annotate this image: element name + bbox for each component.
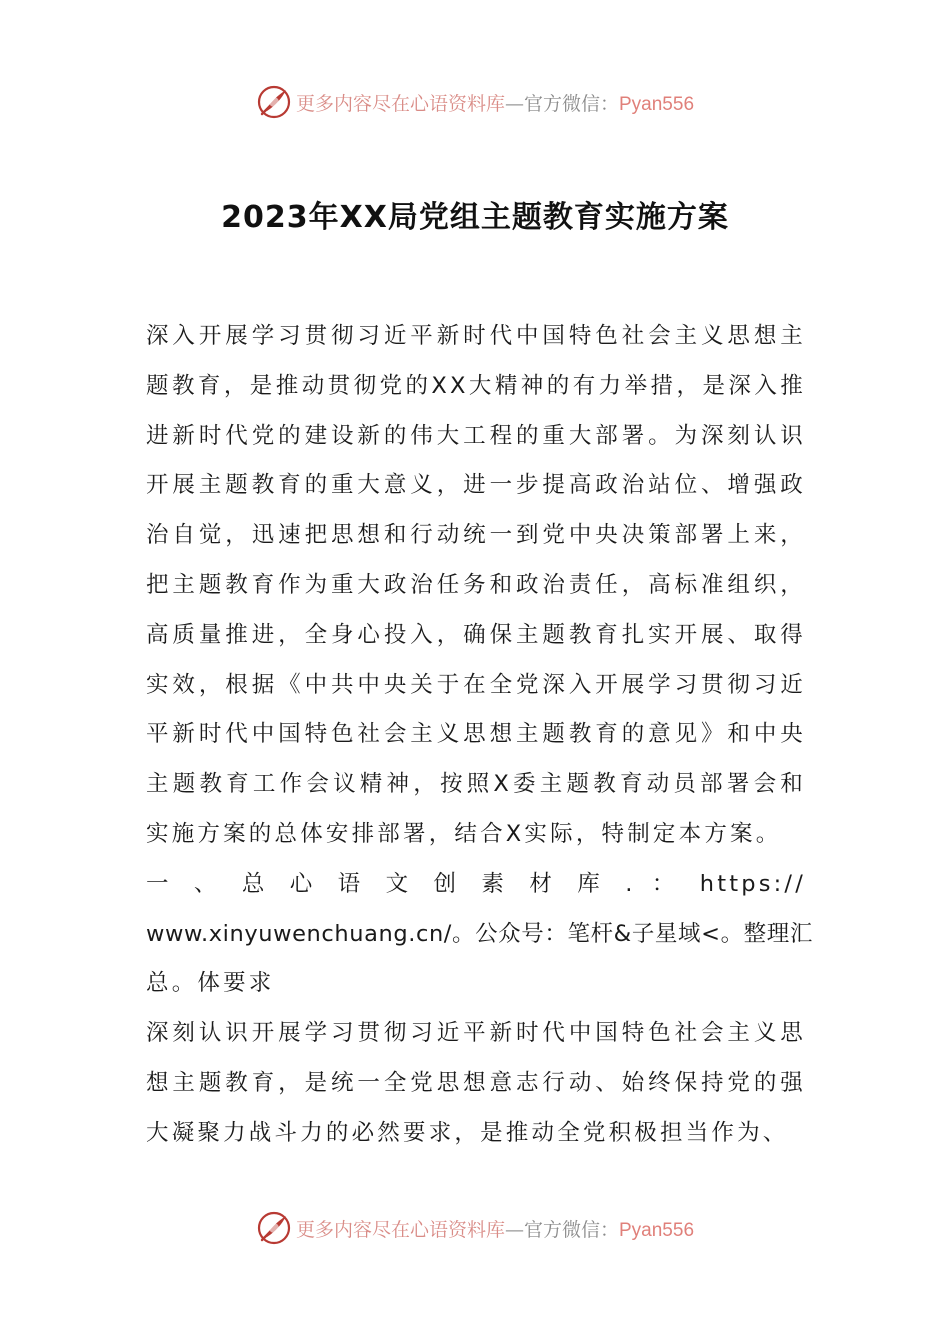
watermark-promo: 更多内容尽在心语资料库 [295, 1218, 505, 1241]
watermark-promo: 更多内容尽在心语资料库 [295, 92, 505, 115]
watermark-text [296, 1215, 694, 1242]
paragraph-intro: 深入开展学习贯彻习近平新时代中国特色社会主义思想主题教育，是推动贯彻党的XX大精神的有力举措，是深入推进新时代党的建设新的伟大工程的重大部署。为深刻认识开展主题教育的重大意义，进一步提高政治站位、增强政治自觉，迅速把思想和行动统一到党中央决策部署上来，把主题教育作为重大政治任务和政治责任，高标准组织，高质量推进，全身心投入，确保主题教育扎实开展、取得实效，根据《中共中央关于在全党深入开展学习贯彻习近平新时代中国特色社会主义思想主题教育的意见》和中央主题教育工作会议精神，按照X委主题教育动员部署会和实施方案的总体安排部署，结合X实际，特制定本方案。 [146, 323, 806, 847]
paragraph-requirements: 深刻认识开展学习贯彻习近平新时代中国特色社会主义思想主题教育，是统一全党思想意志行动、始终保持党的强大凝聚力战斗力的必然要求，是推动全党积极担当作为、 [146, 1020, 806, 1146]
outline-heading-line-1: 一 、 总 心 语 文 创 素 材 库 . ： https:// [146, 870, 806, 897]
footer-watermark [0, 1208, 950, 1248]
quill-logo-icon [256, 1210, 292, 1246]
watermark-official: 官方微信： [523, 92, 619, 115]
outline-heading-line-2: www.xinyuwenchuang.cn/。公众号：笔杆&子星域<。整理汇 [146, 920, 813, 947]
watermark-separator: — [504, 92, 524, 115]
outline-heading-line-3: 总。体要求 [146, 970, 275, 997]
watermark-text [296, 89, 694, 116]
watermark-separator: — [504, 1218, 524, 1241]
header-watermark [0, 82, 950, 122]
quill-logo-icon [256, 84, 292, 120]
watermark-official: 官方微信： [523, 1218, 619, 1241]
watermark-wechat-id: Pyan556 [619, 1219, 695, 1241]
document-title: 2023年XX局党组主题教育实施方案 [221, 200, 729, 236]
watermark-wechat-id: Pyan556 [619, 93, 695, 115]
document-body [146, 312, 813, 1159]
